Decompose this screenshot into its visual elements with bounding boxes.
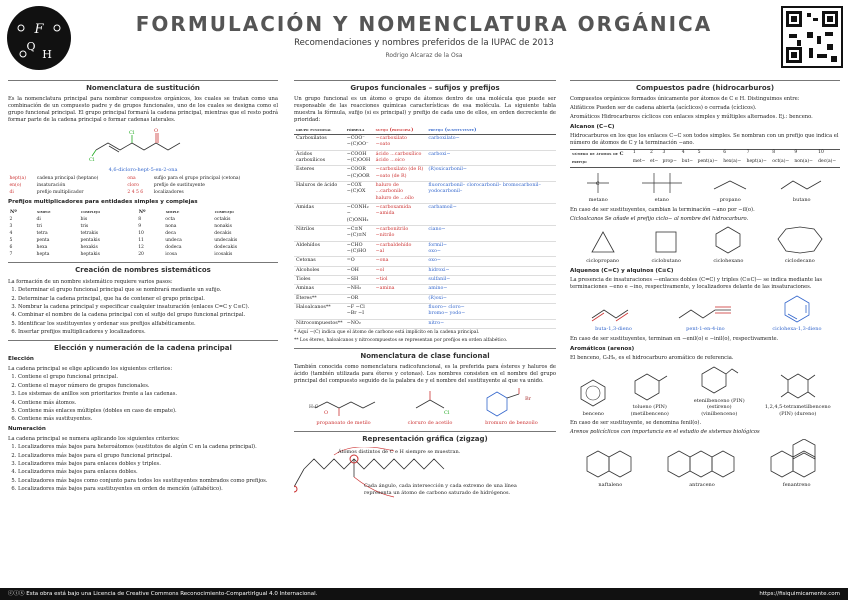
fg-row <box>294 303 556 319</box>
fg-cell: amino− <box>426 285 556 294</box>
prefix-value: hept(a)− <box>746 158 767 164</box>
fg-note-1: * Aquí −(C) indica que el átomo de carbono está implícito en la cadena principal. <box>294 329 480 335</box>
mult-header: complejo <box>214 209 234 216</box>
mult-cell: 8 <box>138 217 142 223</box>
parts-row <box>8 189 278 196</box>
mult-cell: 9 <box>138 224 142 230</box>
mult-header: Nº <box>138 209 146 216</box>
fg-cell: ácido ...carboxílico ácido ...oico <box>374 150 427 166</box>
fg-row <box>294 166 556 182</box>
zigzag-note-2: Cada ángulo, cada intersección y cada extremo de una línea representa un átomo de carbono saturado de hidrógenos. <box>364 482 517 496</box>
fg-cell: Tioles <box>294 275 345 284</box>
eleccion-intro: La cadena principal se elige aplicando los siguientes criterios: <box>8 365 173 372</box>
alkenes-row: buta-1,3-dieno pent-1-en-4-ino ciclohexa-1,3-dieno <box>570 294 840 333</box>
fg-row <box>294 181 556 203</box>
mult-cell: icosakis <box>214 251 233 257</box>
numeracion-list <box>8 444 278 493</box>
parts-table <box>8 175 278 196</box>
alkanes-row: C metano etano propano butano <box>570 171 840 204</box>
fg-cell: nitro− <box>426 319 556 328</box>
mult-row <box>8 237 278 244</box>
fg-cell: =O <box>345 257 374 266</box>
svg-text:Br: Br <box>525 395 532 402</box>
mult-row <box>8 244 278 251</box>
fg-row <box>294 294 556 303</box>
mult-header: Nº <box>10 209 17 216</box>
example-propanoato: O H₃C propanoato de metilo <box>309 388 379 427</box>
prefix-number: 2 <box>650 150 653 156</box>
mult-cell: tri <box>36 224 42 230</box>
cc-icon: ⓒⓘⓢ <box>8 591 27 597</box>
prefix-label: prefijo <box>572 159 587 166</box>
page-subtitle: Recomendaciones y nombres preferidos de la IUPAC de 2013 <box>294 38 554 48</box>
header <box>0 0 848 76</box>
prefix-value: non(a)− <box>794 158 813 164</box>
parts-term: en(o) <box>9 182 22 188</box>
list-item: 5. Identificar los sustituyentes y ordenar sus prefijos alfabéticamente. <box>18 321 278 328</box>
parts-row <box>8 175 278 182</box>
fg-cell: −carboxilato (de R) −oato (de R) <box>374 166 427 182</box>
fg-cell: −carbaldehído −al <box>374 241 427 257</box>
mult-cell: hexakis <box>80 244 98 250</box>
list-item: 5. Localizadores más bajos como conjunto para todos los sustituyentes nombrados como prefijos. <box>18 478 278 485</box>
parts-term: cloro <box>127 182 139 188</box>
fg-row <box>294 285 556 294</box>
column-1 <box>8 80 278 495</box>
sistematicos-intro: La formación de un nombre sistemático requiere varios pasos: <box>8 278 173 285</box>
mult-cell: bis <box>80 217 88 223</box>
mult-cell: nona <box>165 224 177 230</box>
arenes-row: benceno tolueno (PIN) (metilbenceno) etenilbenceno (PIN) (estireno) (vinilbenceno) 1,2,4,5-tetrametilbenceno (PIN) (dureno) <box>570 365 840 417</box>
grupos-text: Un grupo funcional es un átomo o grupo de átomos dentro de una molécula que puede ser responsable de las reacciones químicas características de esa molécula. La siguiente tabla muestra la fórmula, sufijo (si es principal) y prefijo de cada uno de ellos, en orden decreciente de prioridad: <box>294 96 556 123</box>
mult-cell: nonakis <box>214 224 232 230</box>
parts-row <box>8 182 278 189</box>
clase-funcional-examples <box>294 388 556 427</box>
mult-cell: 5 <box>9 237 13 243</box>
fg-header: grupo funcional <box>294 126 345 135</box>
parts-term: di <box>9 189 14 195</box>
alquenos-text: La presencia de insaturaciones —enlaces dobles (C=C) y triples (C≡C)— se indica mediante las terminaciones −eno e −ino, respectivamente, y localizadores delante de las insaturaciones. <box>570 277 823 290</box>
fg-cell: hidroxi− <box>426 266 556 275</box>
alquenos-sub: En caso de ser sustituyentes, terminan en −enil(o) e −inil(o), respectivamente. <box>570 335 779 342</box>
clase-funcional-text: También conocida como nomenclatura radicofuncional, es la preferida para ésteres y haluros de ácido (también utilizada para éteres y cetonas). Los nombres consisten en el nombre del grupo principal del compuesto seguido de la palabra de y el nombre del sustituyente al que va unido. <box>294 363 556 384</box>
fg-header: prefijo (sustituyente) <box>426 126 556 135</box>
fg-cell: carboxilato− <box>426 135 556 151</box>
alifaticos-text: Alifáticos Pueden ser de cadena abierta (acíclicos) o cerrada (cíclicos). <box>570 105 757 112</box>
mult-cell: dodecakis <box>214 244 238 250</box>
alcanos-text: Hidrocarburos en los que los enlaces C−C son todos simples. Se nombran con un prefijo que indica el número de átomos de C y la terminación −ano. <box>570 133 839 147</box>
mult-header: simple <box>37 209 51 216</box>
section-title-sustitucion: Nomenclatura de sustitución <box>8 80 278 93</box>
subst-note: En caso de ser sustituyentes, cambian la terminación −ano por −il(o). <box>570 206 755 213</box>
fg-cell: −NH₂ <box>345 285 374 294</box>
example-name: 4,6-dicloro-hept-5-en-2-ona <box>108 166 178 173</box>
mult-cell: tetra <box>36 231 48 237</box>
list-item: 6. Localizadores más bajos para sustituyentes en orden de mención (alfabético). <box>18 486 278 493</box>
list-item: 1. Contiene el grupo funcional principal. <box>18 374 278 381</box>
list-item: 1. Localizadores más bajos para heteroátomos (sustitutos de algún C en la cadena principal). <box>18 444 278 451</box>
parts-desc: insaturación <box>36 182 66 188</box>
fg-cell: Ésteres <box>294 166 345 182</box>
fg-cell: −F −Cl −Br −I <box>345 303 374 319</box>
mult-cell: 12 <box>138 244 144 250</box>
fg-cell: Haloalcanos** <box>294 303 345 319</box>
fg-row <box>294 225 556 241</box>
fg-cell: Carboxilatos <box>294 135 345 151</box>
fg-cell: carboxi− <box>426 150 556 166</box>
section-title-cadena: Elección y numeración de la cadena principal <box>8 340 278 353</box>
numeracion-title: Numeración <box>8 426 46 433</box>
mult-cell: 11 <box>138 237 144 243</box>
fg-row <box>294 257 556 266</box>
list-item: 6. Contiene más sustituyentes. <box>18 416 278 423</box>
fg-header: fórmula <box>345 126 374 135</box>
fg-cell: Haluros de ácido <box>294 181 345 203</box>
mult-row <box>8 217 278 224</box>
section-title-zigzag: Representación gráfica (zigzag) <box>294 431 556 444</box>
svg-text:Q: Q <box>26 40 36 53</box>
fg-cell: −tiol <box>374 275 427 284</box>
fg-row <box>294 241 556 257</box>
mult-cell: tris <box>80 224 89 230</box>
parts-desc: sufijo para el grupo principal (cetona) <box>153 175 241 181</box>
aromaticos-text: Aromáticos Hidrocarburos cíclicos con enlaces simples y múltiples alternados. Ej.: benceno. <box>570 113 813 120</box>
svg-text:Cl: Cl <box>444 409 450 416</box>
fg-cell: haluro de ...carbonilo haluro de ...oílo <box>374 181 427 203</box>
mult-row <box>8 251 278 258</box>
svg-text:Cl: Cl <box>89 156 95 163</box>
prefix-number: 3 <box>662 150 666 156</box>
fg-cell: Nitrocompuestos** <box>294 319 345 328</box>
prefix-number: 6 <box>723 150 727 156</box>
fg-cell: −OH <box>345 266 374 275</box>
fg-row <box>294 203 556 225</box>
mult-cell: di <box>36 217 41 223</box>
fg-cell: fluorocarbonil– clorocarbonil– bromocarbonil– yodocarbonil– <box>426 181 556 203</box>
svg-text:O: O <box>323 409 328 416</box>
parts-desc: cadena principal (heptano) <box>36 175 99 181</box>
list-item: 3. Nombrar la cadena principal y especificar cualquier insaturación (enlaces C=C y C≡C). <box>18 304 278 311</box>
list-item: 5. Contiene más enlaces múltiples (dobles en caso de empate). <box>18 408 278 415</box>
prefix-number: 5 <box>697 150 701 156</box>
fg-cell: −ona <box>374 257 427 266</box>
polycyclic-row: naftaleno antraceno fenantreno <box>570 439 840 488</box>
mult-cell: 7 <box>9 251 13 257</box>
fg-cell: Cetonas <box>294 257 345 266</box>
mult-title: Prefijos multiplicadores para entidades simples y complejas <box>8 198 198 205</box>
section-title-grupos: Grupos funcionales – sufijos y prefijos <box>294 80 556 93</box>
section-title-sistematicos: Creación de nombres sistemáticos <box>8 262 278 275</box>
mult-cell: 10 <box>138 231 144 237</box>
fg-row <box>294 150 556 166</box>
list-item: 2. Determinar la cadena principal, que ha de contener el grupo principal. <box>18 296 278 303</box>
qr-code-icon[interactable] <box>781 6 843 68</box>
parts-term: 2 4 5 6 <box>127 189 144 195</box>
list-item: 4. Combinar el nombre de la cadena principal con el sufijo del grupo funcional principal. <box>18 312 278 319</box>
fg-header: sufijo (principal) <box>374 126 427 135</box>
prefix-number: 4 <box>681 150 685 156</box>
svg-text:O: O <box>154 127 159 134</box>
mult-cell: 20 <box>138 251 144 257</box>
fg-cell: −carboxilato −oato <box>374 135 427 151</box>
prefix-number: 7 <box>746 150 750 156</box>
numeracion-intro: La cadena principal se numera aplicando los siguientes criterios: <box>8 435 180 442</box>
example-bromuro: Br bromuro de benzoílo <box>481 388 541 427</box>
zigzag-diagram <box>294 447 556 507</box>
fg-cell <box>374 294 427 303</box>
fg-cell: oxo− <box>426 257 556 266</box>
svg-text:F: F <box>34 22 44 37</box>
fg-cell: formil− oxo− <box>426 241 556 257</box>
prefix-number: 8 <box>772 150 776 156</box>
fg-cell: −amina <box>374 285 427 294</box>
fg-cell: −COOH −(C)OOH <box>345 150 374 166</box>
policiclicos-note: Arenos policíclicos con importancia en el estudio de sistemas biológicos <box>570 429 760 436</box>
functional-groups-table <box>294 126 556 329</box>
column-3 <box>570 80 840 491</box>
website-link[interactable]: https://fisiquimicamente.com <box>759 591 840 597</box>
padre-text: Compuestos orgánicos formados únicamente por átomos de C e H. Distinguimos entre: <box>570 96 800 103</box>
list-item: 1. Determinar el grupo funcional principal que se nombrará mediante un sufijo. <box>18 287 278 294</box>
list-item: 3. Los sistemas de anillos son prioritarios frente a las cadenas. <box>18 391 278 398</box>
section-title-clase-funcional: Nomenclatura de clase funcional <box>294 348 556 361</box>
list-item: 4. Localizadores más bajos para enlaces dobles. <box>18 469 278 476</box>
mult-cell: undecakis <box>214 237 238 243</box>
zigzag-note-1: Átomos distintos de C e H siempre se muestran. <box>338 448 461 455</box>
ciclo-note: Cicloalcanos Se añade el prefijo ciclo− al nombre del hidrocarburo. <box>570 215 749 222</box>
fg-cell: −COOR −(C)OOR <box>345 166 374 182</box>
prefix-number: 9 <box>794 150 798 156</box>
mult-cell: deca <box>165 231 176 237</box>
fg-cell: (R)oxicarbonil− <box>426 166 556 182</box>
example-cloruro: Cl cloruro de acetilo <box>408 388 453 427</box>
svg-text:C: C <box>596 181 600 187</box>
alkane-prefix-table <box>570 149 840 168</box>
mult-cell: decakis <box>214 231 232 237</box>
mult-cell: pentakis <box>80 237 100 243</box>
aromaticos-title: Aromáticos (arenos) <box>570 345 635 352</box>
example-molecule <box>8 126 278 173</box>
fg-cell: −CONH₂ −(C)ONH₂ <box>345 203 374 225</box>
section-title-padre: Compuestos padre (hidrocarburos) <box>570 80 840 93</box>
sustitucion-text: Es la nomenclatura principal para nombrar compuestos orgánicos, los cuales se tratan como una combinación de un compuesto padre y de grupos funcionales, uno de los cuales se designa como el grupo funcional principal. El grupo principal formará la cadena principal, mientras que el resto podrá formar parte de la cadena principal o formar cadenas laterales. <box>8 96 278 123</box>
mult-cell: penta <box>36 237 50 243</box>
fg-cell: ciano− <box>426 225 556 241</box>
mult-cell: icosa <box>165 251 177 257</box>
fg-row <box>294 319 556 328</box>
svg-text:H₃C: H₃C <box>308 404 318 410</box>
page-title: FORMULACIÓN Y NOMENCLATURA ORGÁNICA <box>135 12 713 36</box>
fg-cell: carbamoil− <box>426 203 556 225</box>
dichloroheptenone-structure <box>88 126 198 164</box>
aromaticos-text-2: El benceno, C₆H₆, es el hidrocarburo aromático de referencia. <box>570 355 734 362</box>
mult-row <box>8 224 278 231</box>
prefix-number: 1 <box>632 150 636 156</box>
parts-desc: prefijo multiplicador <box>36 189 84 195</box>
mult-cell: 4 <box>9 231 13 237</box>
prefix-number: 10 <box>818 150 824 156</box>
prefix-value: but− <box>681 158 694 164</box>
author: Rodrigo Alcaraz de la Osa <box>385 52 463 59</box>
fg-cell <box>374 319 427 328</box>
list-item: 2. Contiene el mayor número de grupos funcionales. <box>18 383 278 390</box>
license-text[interactable]: ⓒⓘⓢ Esta obra está bajo una Licencia de Creative Commons Reconocimiento-CompartirIgual 4.0 Internacional. <box>8 591 318 597</box>
fg-row <box>294 266 556 275</box>
fg-row <box>294 275 556 284</box>
fg-cell: Amidas <box>294 203 345 225</box>
fg-cell: −carboxamida −amida <box>374 203 427 225</box>
mult-header: simple <box>165 209 180 216</box>
parts-desc: localizadores <box>153 189 184 195</box>
parts-desc: prefijo de sustituyente <box>153 182 205 188</box>
fg-cell: −COX −(C)OX <box>345 181 374 203</box>
alcanos-title: Alcanos (C−C) <box>570 123 615 130</box>
mult-cell: undeca <box>165 237 182 243</box>
fg-cell: −NO₂ <box>345 319 374 328</box>
fg-cell: (R)oxi− <box>426 294 556 303</box>
mult-cell: 2 <box>9 217 13 223</box>
mult-row <box>8 231 278 238</box>
mult-cell: tetrakis <box>80 231 99 237</box>
prefix-value: et− <box>650 158 659 164</box>
prefix-value: hex(a)− <box>723 158 742 164</box>
fg-note-2: ** Los éteres, haloalcanos y nitrocompuestos se representan por prefijos en orden alfabético. <box>294 337 508 343</box>
list-item: 3. Localizadores más bajos para enlaces dobles y triples. <box>18 461 278 468</box>
prefix-header: número de átomos de C <box>572 150 624 157</box>
mult-cell: 3 <box>9 224 13 230</box>
fg-cell: −carbonitrilo −nitrilo <box>374 225 427 241</box>
mult-header: complejo <box>81 209 101 216</box>
fg-cell: sulfanil− <box>426 275 556 284</box>
fg-cell: fluoro− cloro− bromo− yodo− <box>426 303 556 319</box>
list-item: 4. Contiene más átomos. <box>18 400 278 407</box>
prefix-value: oct(a)− <box>772 158 790 164</box>
fg-cell: Ácidos carboxílicos <box>294 150 345 166</box>
fg-cell: −ol <box>374 266 427 275</box>
mult-table <box>8 208 278 258</box>
fg-cell: −OR <box>345 294 374 303</box>
fg-cell: Aldehídos <box>294 241 345 257</box>
mult-cell: heptakis <box>80 251 100 257</box>
prefix-value: dec(a)− <box>818 158 837 164</box>
fg-cell: Aminas <box>294 285 345 294</box>
list-item: 6. Insertar prefijos multiplicadores y localizadores. <box>18 329 278 336</box>
list-item: 2. Localizadores más bajos para el grupo funcional principal. <box>18 453 278 460</box>
mult-cell: octakis <box>214 217 231 223</box>
fg-cell: −SH <box>345 275 374 284</box>
fenil-note: En caso de ser sustituyente, se denomina fenil(o). <box>570 420 702 427</box>
fg-cell <box>374 303 427 319</box>
prefix-value: met− <box>632 158 646 164</box>
eleccion-title: Elección <box>8 356 34 363</box>
fg-cell: −C≡N −(C)≡N <box>345 225 374 241</box>
mult-cell: dodeca <box>165 244 182 250</box>
svg-text:H: H <box>42 48 52 61</box>
fg-cell: Éteres** <box>294 294 345 303</box>
mult-cell: hepta <box>36 251 50 257</box>
prefix-value: pent(a)− <box>697 158 718 164</box>
alquenos-title: Alquenos (C=C) y alquinos (C≡C) <box>570 267 674 274</box>
mult-cell: hexa <box>36 244 48 250</box>
parts-term: ona <box>127 175 136 181</box>
fg-row <box>294 135 556 151</box>
fg-cell: −CHO −(C)HO <box>345 241 374 257</box>
fg-cell: Nitrilos <box>294 225 345 241</box>
mult-cell: 6 <box>9 244 13 250</box>
cycloalkanes-row: ciclopropano ciclobutano ciclohexano ciclodecano <box>570 225 840 264</box>
footer <box>0 588 848 600</box>
parts-term: hept(a) <box>9 175 26 181</box>
column-2 <box>294 80 556 507</box>
prefix-value: prop− <box>662 158 677 164</box>
eleccion-list <box>8 374 278 423</box>
sistematicos-steps <box>8 287 278 336</box>
fg-cell: −COO⁻ −(C)OO⁻ <box>345 135 374 151</box>
fg-cell: Alcoholes <box>294 266 345 275</box>
svg-text:Cl: Cl <box>129 129 135 136</box>
mult-cell: octa <box>165 217 175 223</box>
